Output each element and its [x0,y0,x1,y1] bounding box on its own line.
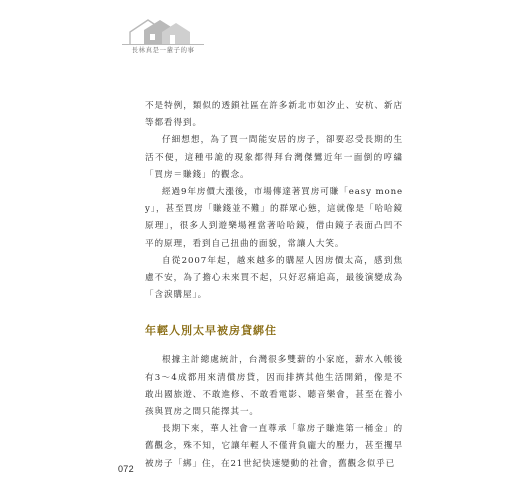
paragraph: 根據主計總處統計，台灣很多雙薪的小家庭，薪水入帳後有3～4成都用來清償房貸，因而排擠其他生活開銷，像是不敢出國旅遊、不敢進修、不敢看電影、聽音樂會，甚至在養小孩與買房之間只能擇其一。 [145,355,403,418]
paragraph: 長期下來，華人社會一直尊承「靠房子賺進第一桶金」的舊觀念，殊不知，它讓年輕人不僅背負龐大的壓力，甚至攫早被房子「綁」住，在21世紀快速變動的社會，舊觀念似乎已 [145,424,403,469]
paragraph: 經過9年房價大漲後，市場傳達著買房可賺「easy money」，甚至買房「賺錢並不難」的群眾心態，這就像是「哈哈鏡原理」，很多人到遊樂場裡當著哈哈鏡，借由鏡子表面凸凹不平的原理，看到自己扭曲的面貌，常讓人大笑。 [145,187,403,249]
paragraph: 不是特例，類似的透鎖社區在許多新北市如汐止、安杭、新店等都看得到。 [145,101,403,129]
paragraph: 自從2007年起，越來越多的購屋人因房價太高，感到焦慮不安，為了擔心未來買不起，只好忍痛追高，最後演變成為「含淚購屋」。 [145,255,403,301]
running-header [118,16,208,62]
section-heading: 年輕人別太早被房貸綁住 [145,324,277,338]
house-roof-icon [118,16,208,46]
body-text [145,98,403,473]
paragraph: 仔細想想，為了買一間能安居的房子，卻要忍受長期的生活不便，這種弔詭的現象都得拜台灣傑鸞近年一面倒的哼繍「買房＝賺錢」的觀念。 [145,135,403,180]
page-number: 072 [118,464,134,474]
running-header-title: 長林真是一輩子的事 [131,46,195,54]
